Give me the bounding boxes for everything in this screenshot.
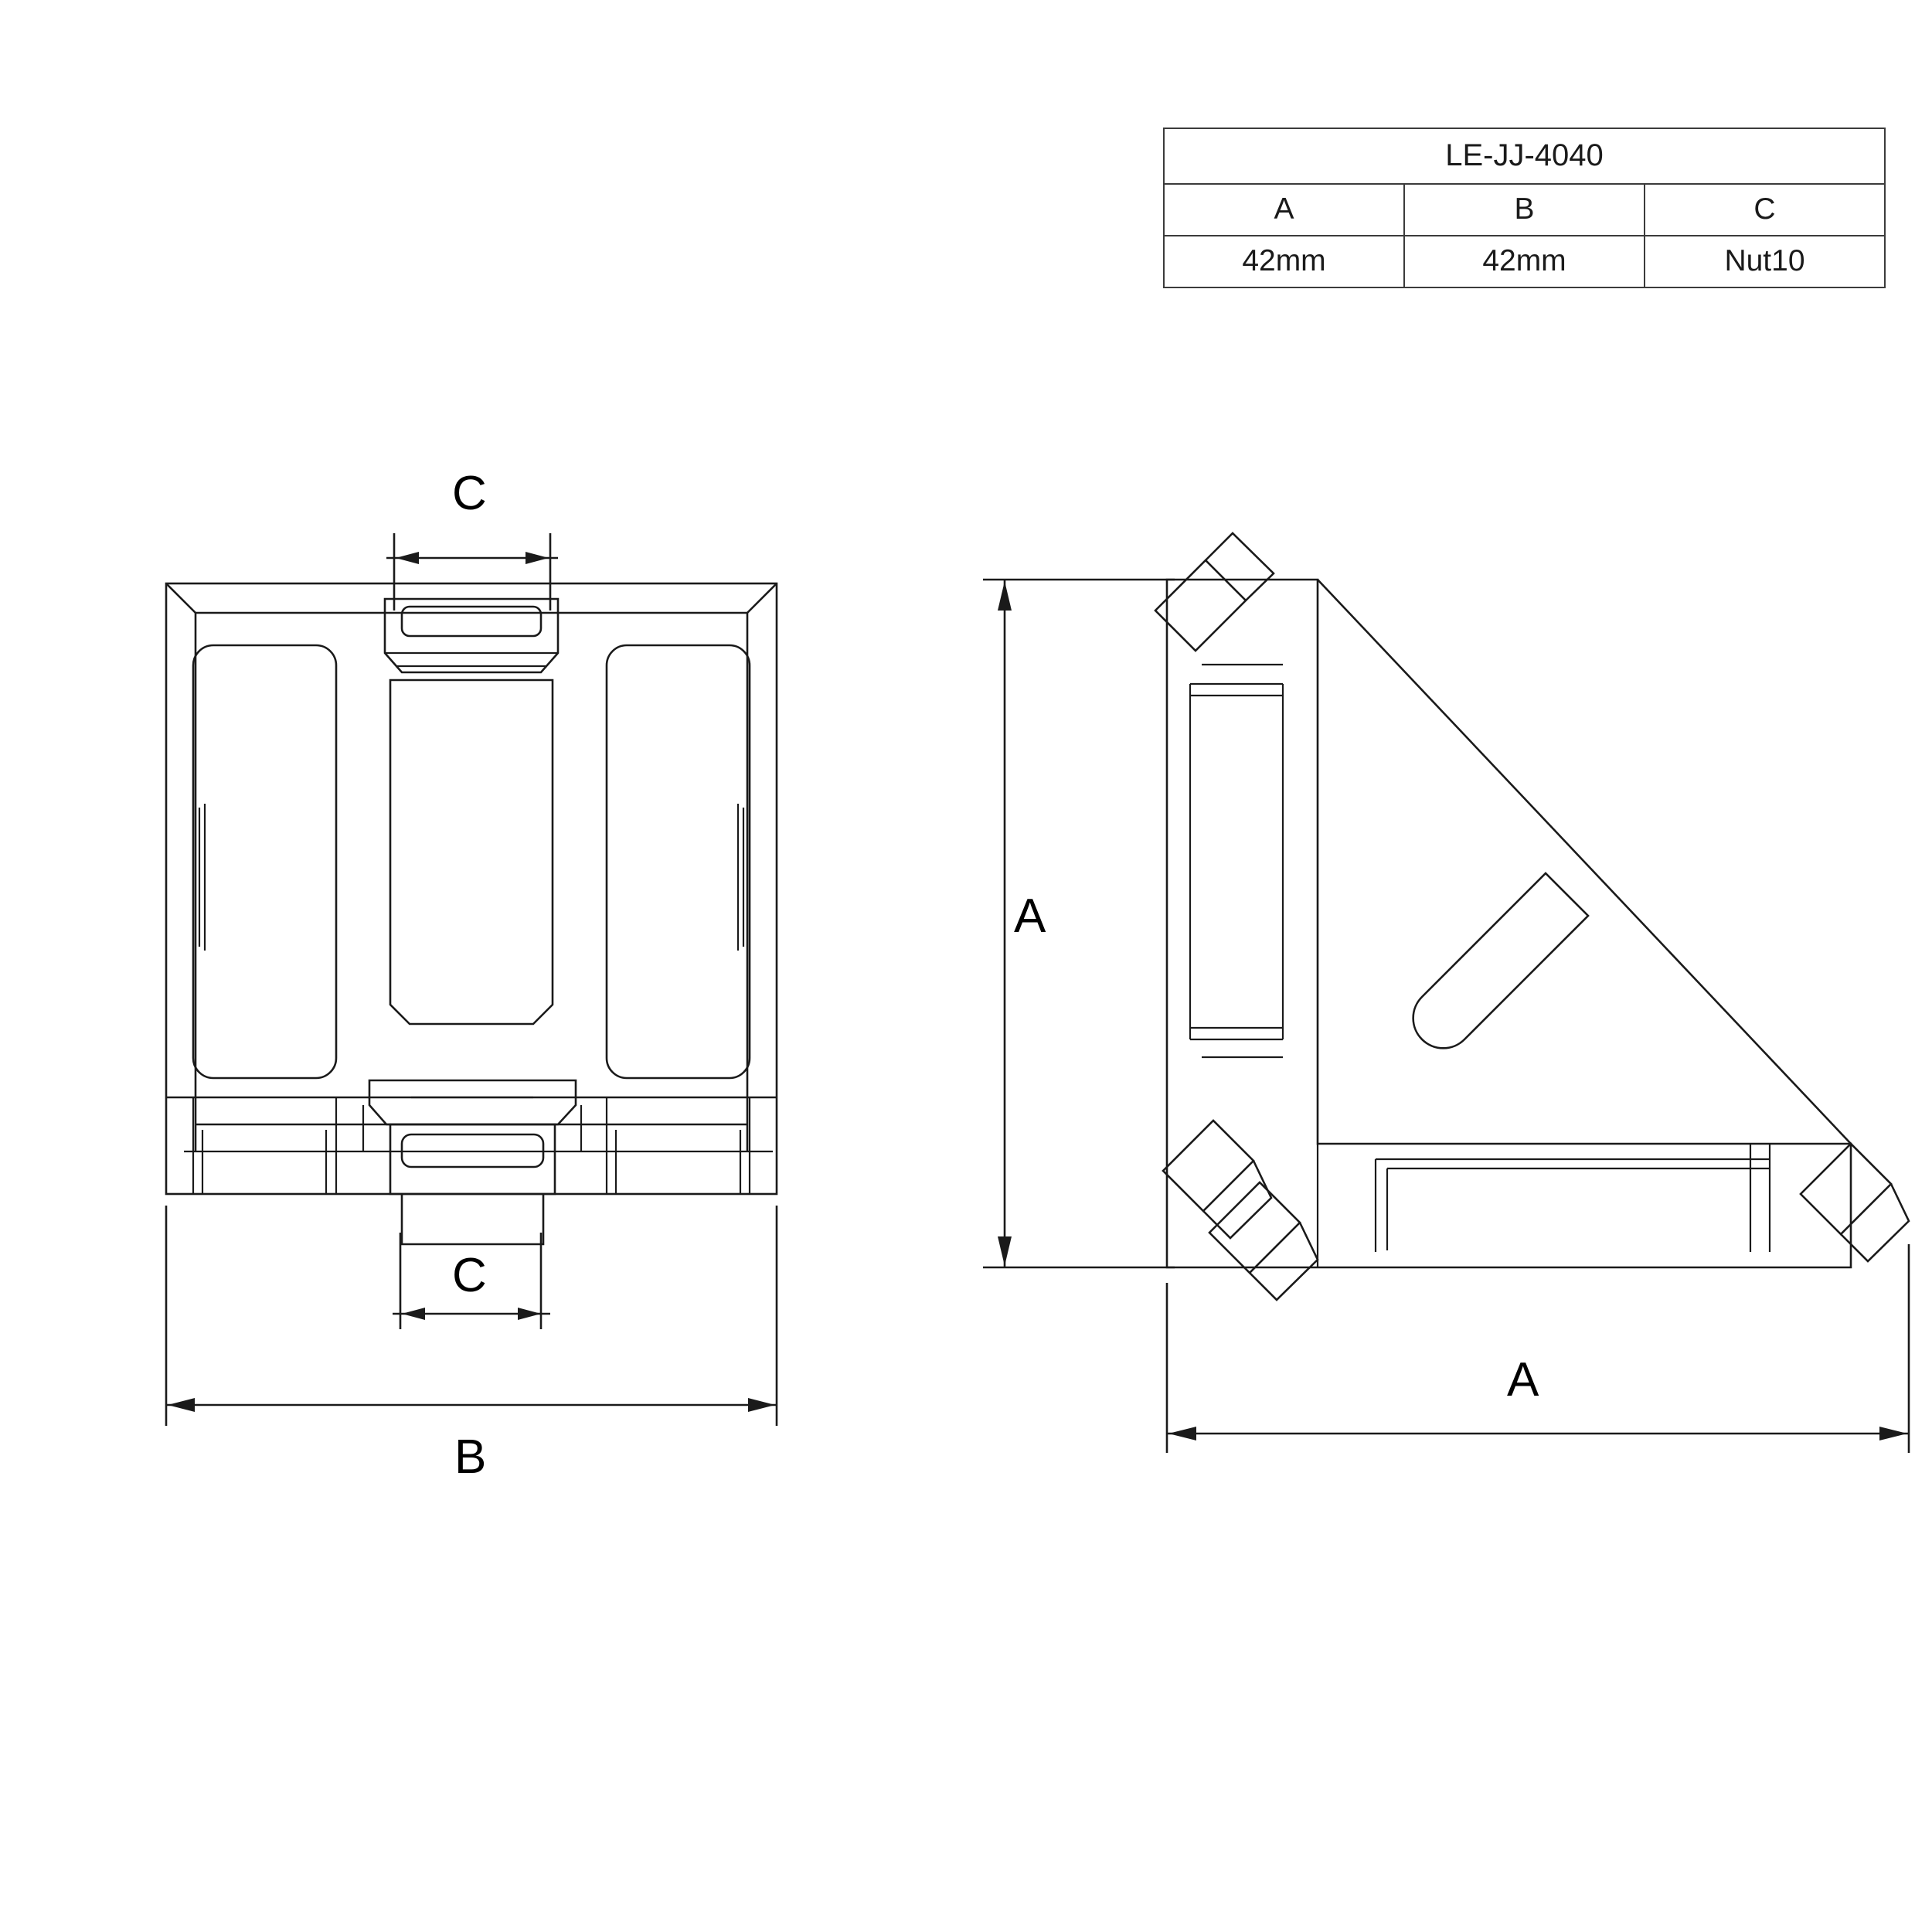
dimension-label-a-bottom: A: [1507, 1353, 1539, 1406]
spec-value-c: Nut10: [1645, 236, 1885, 287]
dimension-label-c-bottom: C: [452, 1249, 487, 1302]
dimension-label-a-left: A: [1014, 889, 1046, 943]
spec-table-part-number: LE-JJ-4040: [1164, 128, 1885, 184]
dimension-label-b: B: [454, 1430, 487, 1484]
spec-header-c: C: [1645, 184, 1885, 236]
spec-header-a: A: [1164, 184, 1404, 236]
dimension-label-c-top: C: [452, 467, 487, 520]
spec-header-b: B: [1404, 184, 1645, 236]
spec-value-b: 42mm: [1404, 236, 1645, 287]
spec-value-a: 42mm: [1164, 236, 1404, 287]
